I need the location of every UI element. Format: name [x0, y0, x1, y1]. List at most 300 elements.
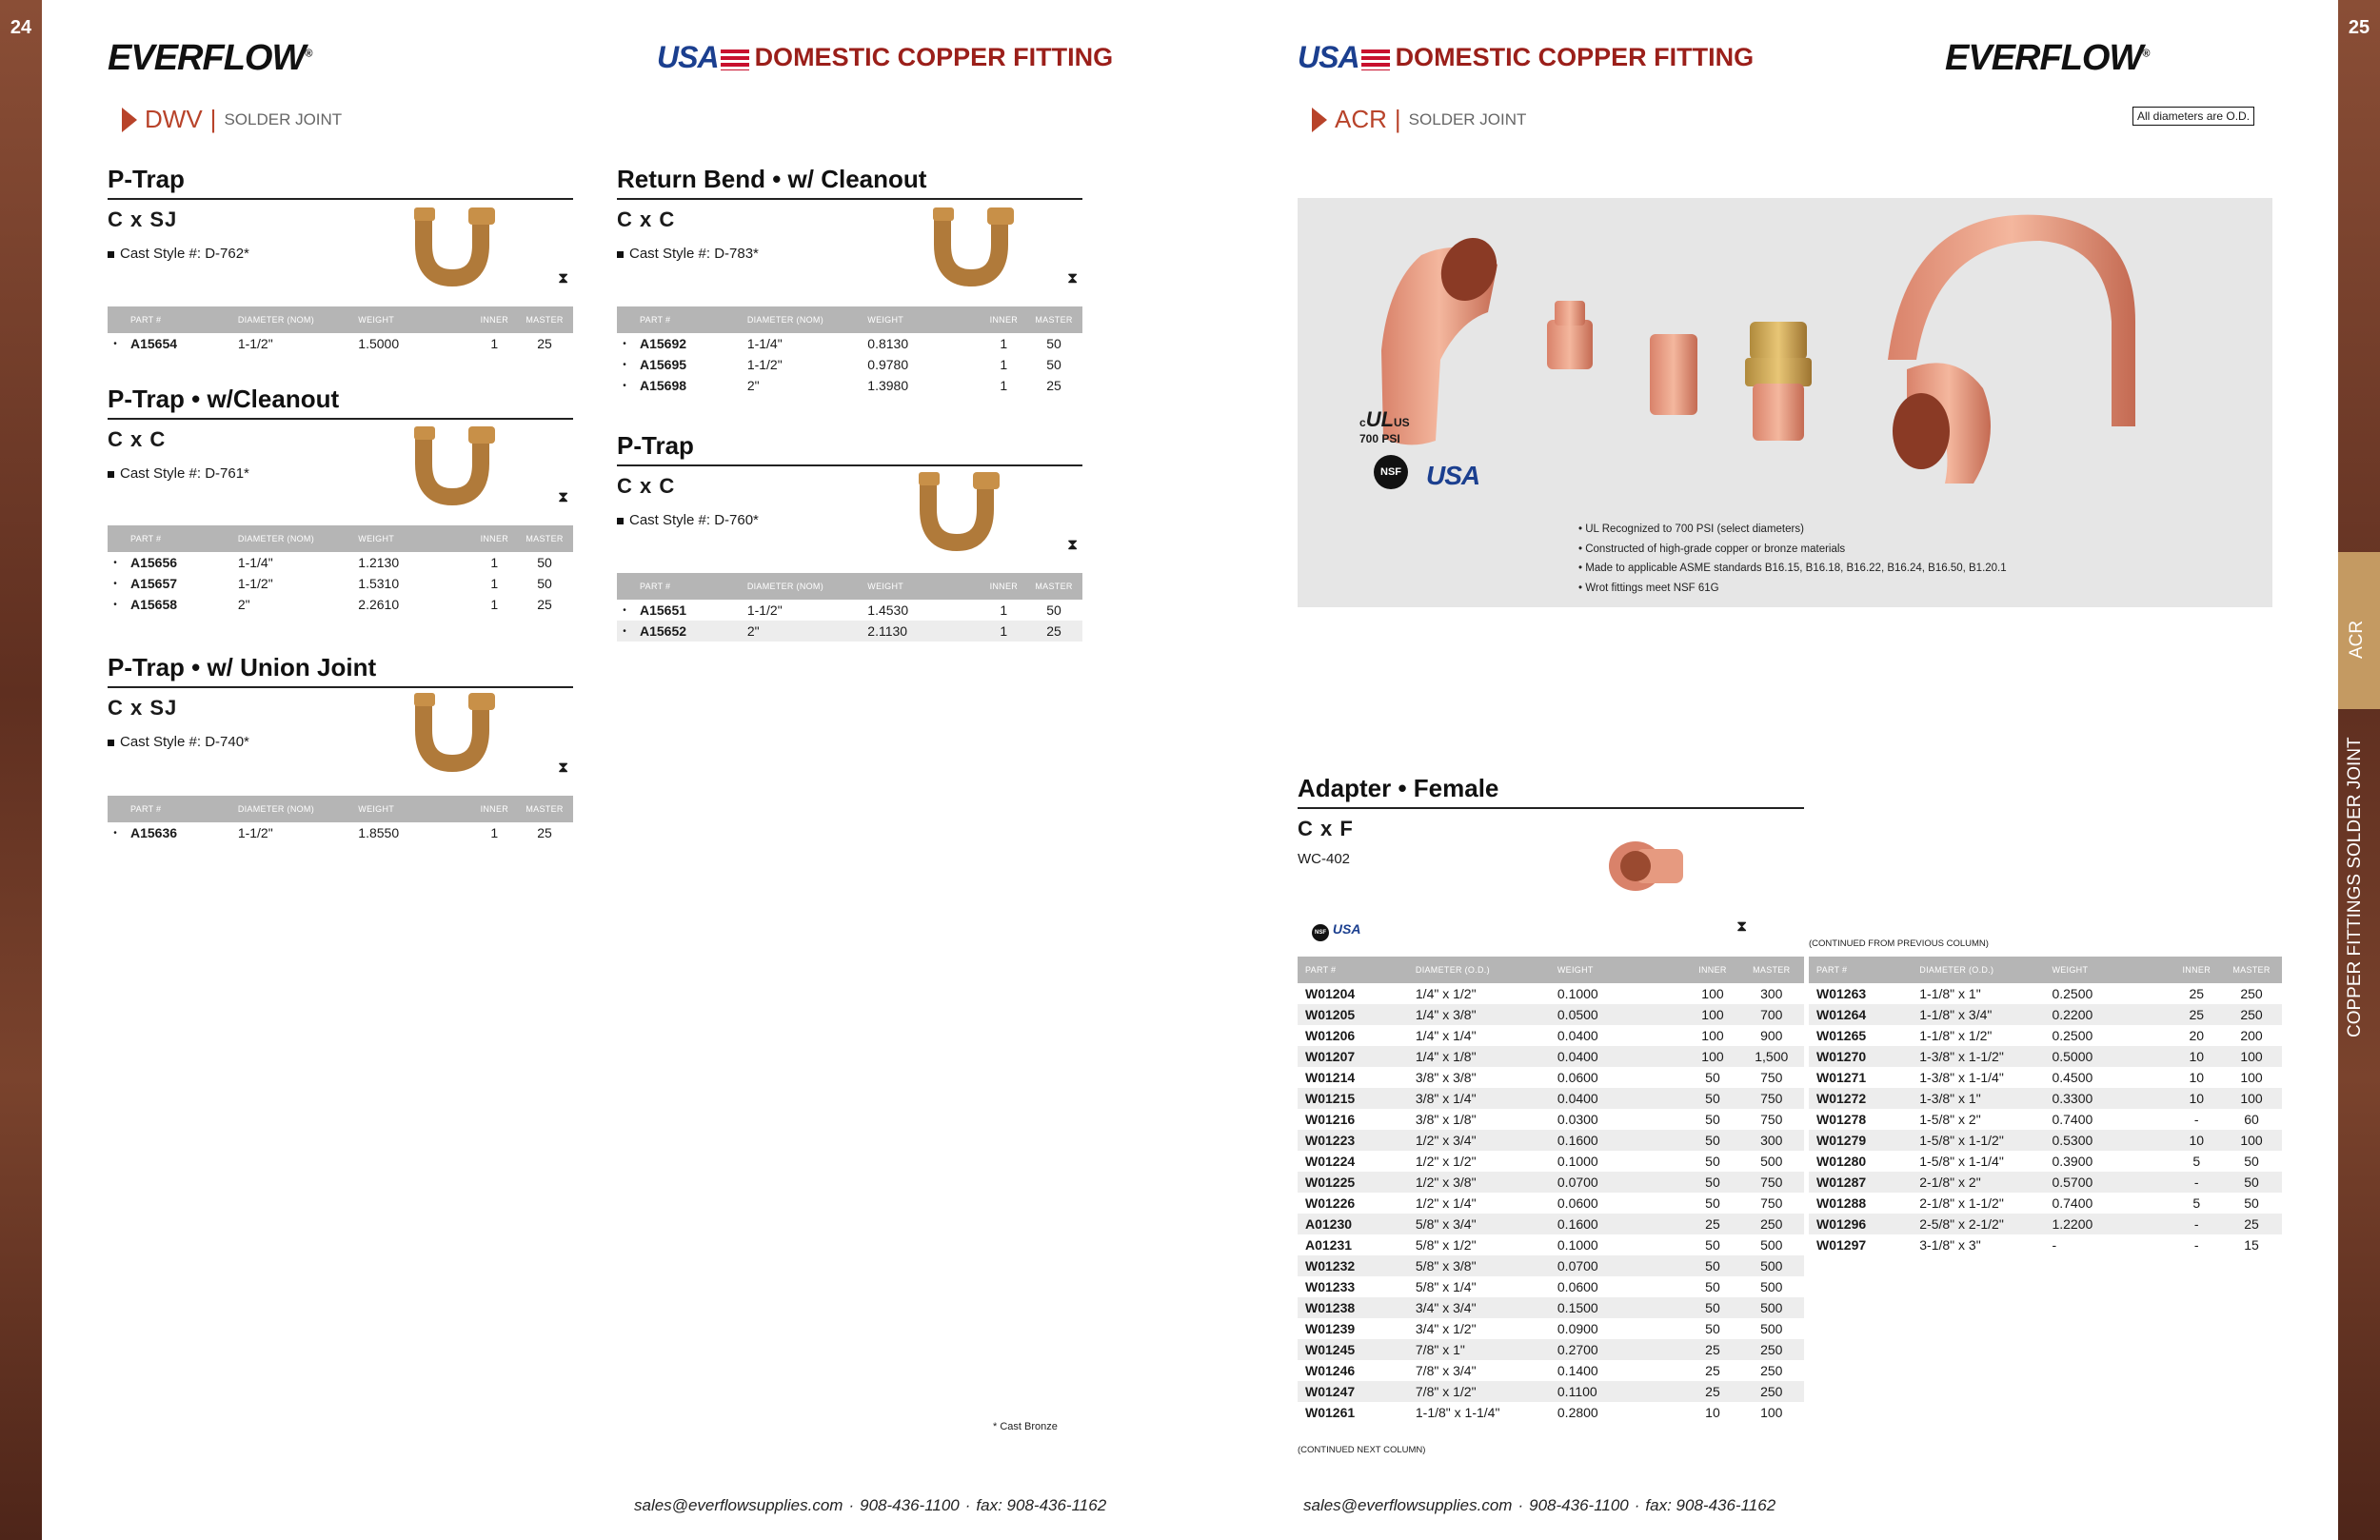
- cast-style: Cast Style #: D-762*: [108, 246, 573, 262]
- table-row: [1298, 1172, 1804, 1193]
- table-cell: 750: [1739, 1088, 1804, 1109]
- column-header: DIAMETER (NOM): [230, 796, 350, 822]
- footer-phone: 908-436-1100: [860, 1496, 960, 1514]
- column-header: WEIGHT: [350, 525, 472, 552]
- column-header: DIAMETER (NOM): [230, 306, 350, 333]
- table-cell: -: [2052, 1237, 2057, 1253]
- table-row: [1809, 1214, 2282, 1234]
- table-cell: W01205: [1298, 1004, 1408, 1025]
- table-row: [108, 594, 573, 615]
- table-cell: 0.2700: [1550, 1339, 1686, 1360]
- table-cell: 50: [1705, 1070, 1720, 1085]
- table-cell: 1.5310: [358, 576, 400, 591]
- table-header-row: [617, 573, 1082, 600]
- table-cell: W01239: [1305, 1321, 1356, 1336]
- footer-fax: fax: 908-436-1162: [976, 1496, 1107, 1514]
- table-cell: 10: [2172, 1046, 2221, 1067]
- column-header: INNER: [982, 306, 1026, 333]
- table-header-row: [1809, 957, 2282, 983]
- table-cell: 2": [237, 597, 250, 612]
- column-header: PART #: [123, 306, 230, 333]
- table-row: [1298, 1255, 1804, 1276]
- table-cell: 3-1/8" x 3": [1919, 1237, 1981, 1253]
- ptrap-photo: [409, 421, 500, 506]
- table-cell: 50: [1705, 1237, 1720, 1253]
- table-cell: 1.2200: [2044, 1214, 2172, 1234]
- packaging-icon: ⧗: [1067, 270, 1079, 286]
- domestic-header: [657, 40, 1113, 75]
- section-separator: |: [209, 105, 217, 133]
- column-header: MASTER: [516, 796, 573, 822]
- bullet-icon: •: [623, 338, 626, 349]
- column-header: MASTER: [1025, 306, 1082, 333]
- table-cell: -: [2172, 1172, 2221, 1193]
- table-cell: 0.1600: [1550, 1130, 1686, 1151]
- table-row: [1298, 1234, 1804, 1255]
- product-title: P-Trap • w/ Union Joint: [108, 653, 573, 688]
- table-cell: 50: [2244, 1154, 2259, 1169]
- footer-fax: fax: 908-436-1162: [1645, 1496, 1776, 1514]
- table-cell: 0.0600: [1557, 1279, 1598, 1294]
- column-header: PART #: [632, 573, 740, 600]
- table-row: [1298, 1402, 1804, 1423]
- table-cell: 100: [2221, 1130, 2282, 1151]
- table-row: [617, 333, 1082, 354]
- table-cell: W01238: [1298, 1297, 1408, 1318]
- column-header: DIAMETER (O.D.): [1912, 957, 2044, 983]
- table-cell: 50: [1686, 1255, 1738, 1276]
- table-cell: 1/2" x 1/2": [1415, 1154, 1477, 1169]
- table-cell: 25: [2172, 1004, 2221, 1025]
- table-cell: W01271: [1816, 1070, 1867, 1085]
- table-cell: 0.0600: [1557, 1070, 1598, 1085]
- section-heading: [122, 105, 342, 134]
- table-cell: W01279: [1809, 1130, 1912, 1151]
- table-cell: 0.2800: [1557, 1405, 1598, 1420]
- table-cell: 250: [1739, 1339, 1804, 1360]
- table-cell: 50: [1686, 1130, 1738, 1151]
- column-header: WEIGHT: [350, 796, 472, 822]
- ptrap-photo: [409, 687, 500, 773]
- adapter-female-block: [1298, 774, 1804, 867]
- product-table: [108, 306, 573, 354]
- table-header-row: [108, 306, 573, 333]
- table-cell: W01206: [1305, 1028, 1356, 1043]
- section-sub: SOLDER JOINT: [1408, 109, 1527, 128]
- table-cell: 2-1/8" x 2": [1912, 1172, 2044, 1193]
- table-row: [1809, 1088, 2282, 1109]
- bullet-icon: •: [113, 578, 117, 589]
- table-cell: 0.1000: [1557, 1237, 1598, 1253]
- bullet-icon: •: [113, 338, 117, 349]
- nsf-usa-mark: NSF USA: [1312, 921, 1360, 941]
- column-header: INNER: [473, 525, 517, 552]
- table-header-row: [617, 306, 1082, 333]
- table-cell: 0.1000: [1557, 1154, 1598, 1169]
- left-edge-strip: [0, 0, 42, 1540]
- table-cell: A15654: [130, 336, 178, 351]
- table-cell: 100: [1686, 1046, 1738, 1067]
- table-cell: 1: [1000, 336, 1008, 351]
- domestic-header-title: DOMESTIC COPPER FITTING: [754, 43, 1114, 71]
- table-cell: W01287: [1809, 1172, 1912, 1193]
- bullet-icon: •: [623, 604, 626, 616]
- column-header: PART #: [632, 306, 740, 333]
- table-cell: 1-1/8" x 1-1/4": [1415, 1405, 1500, 1420]
- column-header: WEIGHT: [350, 306, 472, 333]
- table-cell: 750: [1760, 1112, 1783, 1127]
- table-cell: 100: [1686, 1004, 1738, 1025]
- feature-bullet: • Wrot fittings meet NSF 61G: [1578, 582, 1719, 594]
- table-cell: 1.4530: [867, 602, 909, 618]
- domestic-header: [1298, 40, 1754, 75]
- table-cell: 1-3/8" x 1": [1912, 1088, 2044, 1109]
- table-cell: 1/4" x 1/8": [1408, 1046, 1550, 1067]
- table-cell: 1-5/8" x 1-1/4": [1919, 1154, 2004, 1169]
- table-cell: 1.3980: [867, 378, 909, 393]
- table-row: [1298, 1130, 1804, 1151]
- table-cell: 1/4" x 1/4": [1415, 1028, 1477, 1043]
- table-cell: 2": [746, 378, 760, 393]
- table-cell: 25: [1705, 1363, 1720, 1378]
- section-name: ACR: [1335, 105, 1387, 133]
- table-cell: W01245: [1298, 1339, 1408, 1360]
- table-cell: 2-5/8" x 2-1/2": [1912, 1214, 2044, 1234]
- table-row: [1298, 1193, 1804, 1214]
- table-cell: W01265: [1816, 1028, 1867, 1043]
- table-cell: 0.0300: [1557, 1112, 1598, 1127]
- table-cell: 50: [537, 576, 552, 591]
- table-row: [1809, 1046, 2282, 1067]
- column-header: DIAMETER (NOM): [230, 525, 350, 552]
- bullet-square-icon: [617, 251, 624, 258]
- table-cell: 0.5300: [2044, 1130, 2172, 1151]
- table-cell: 100: [1760, 1405, 1783, 1420]
- connection-type: C x SJ: [108, 696, 178, 720]
- table-row: [1809, 1004, 2282, 1025]
- table-cell: W01225: [1298, 1172, 1408, 1193]
- section-sub: SOLDER JOINT: [224, 109, 343, 128]
- product-block: [108, 385, 573, 482]
- table-cell: A01230: [1298, 1214, 1408, 1234]
- triangle-icon: [1312, 108, 1327, 132]
- table-cell: 0.2500: [2052, 986, 2093, 1001]
- continued-from-note: (CONTINUED FROM PREVIOUS COLUMN): [1809, 938, 1989, 949]
- ptrap-photo: [914, 466, 1004, 552]
- table-cell: 10: [2172, 1130, 2221, 1151]
- bullet-icon: •: [113, 599, 117, 610]
- table-cell: 50: [2221, 1172, 2282, 1193]
- table-cell: 25: [2221, 1214, 2282, 1234]
- table-cell: 1-1/8" x 1/2": [1919, 1028, 1993, 1043]
- table-cell: 1.5000: [358, 336, 400, 351]
- table-row: [108, 333, 573, 354]
- od-note: All diameters are O.D.: [2132, 107, 2254, 126]
- table-cell: 1-1/2": [237, 576, 273, 591]
- table-cell: 50: [1705, 1154, 1720, 1169]
- table-row: [1809, 1234, 2282, 1255]
- bullet-icon: •: [113, 827, 117, 839]
- table-cell: 1: [490, 555, 499, 570]
- table-row: [617, 600, 1082, 621]
- table-row: [1298, 1297, 1804, 1318]
- model-number: WC-402: [1298, 851, 1351, 867]
- table-cell: 2": [740, 621, 860, 642]
- usa-logo-icon: USA: [1426, 461, 1480, 490]
- table-cell: 0.1500: [1550, 1297, 1686, 1318]
- table-cell: A15651: [640, 602, 687, 618]
- table-cell: W01272: [1809, 1088, 1912, 1109]
- connection-type: C x C: [108, 427, 167, 451]
- column-header: WEIGHT: [860, 306, 982, 333]
- table-row: [1298, 1381, 1804, 1402]
- table-cell: W01247: [1298, 1381, 1408, 1402]
- column-header: PART #: [1298, 957, 1408, 983]
- table-cell: 25: [1025, 621, 1082, 642]
- table-cell: A15695: [640, 357, 687, 372]
- table-cell: 250: [1739, 1214, 1804, 1234]
- table-cell: 1: [982, 621, 1026, 642]
- product-title: P-Trap: [617, 431, 1082, 466]
- table-cell: 750: [1760, 1195, 1783, 1211]
- table-cell: 3/8" x 3/8": [1415, 1070, 1477, 1085]
- table-cell: 750: [1739, 1172, 1804, 1193]
- table-row: [1809, 983, 2282, 1004]
- table-cell: 500: [1760, 1237, 1783, 1253]
- footer-contact: sales@everflowsupplies.com · 908-436-1100 · fax: 908-436-1162: [1303, 1496, 1776, 1514]
- table-cell: W01263: [1816, 986, 1867, 1001]
- product-block: [108, 165, 573, 262]
- table-header-row: [108, 525, 573, 552]
- table-cell: 1-1/4": [237, 555, 273, 570]
- table-cell: 1/4" x 1/2": [1415, 986, 1477, 1001]
- table-row: [108, 552, 573, 573]
- right-page: [1190, 0, 2380, 1540]
- column-header: INNER: [982, 573, 1026, 600]
- connection-type: C x C: [617, 207, 676, 231]
- table-cell: 60: [2244, 1112, 2259, 1127]
- table-cell: 50: [1705, 1321, 1720, 1336]
- table-cell: 700: [1739, 1004, 1804, 1025]
- table-cell: 1-1/4": [746, 336, 783, 351]
- column-header: MASTER: [2221, 957, 2282, 983]
- column-header: DIAMETER (O.D.): [1408, 957, 1550, 983]
- table-cell: 100: [2221, 1046, 2282, 1067]
- table-cell: 25: [1686, 1339, 1738, 1360]
- table-cell: 1-1/2": [746, 357, 783, 372]
- table-cell: W01270: [1809, 1046, 1912, 1067]
- packaging-icon: ⧗: [1067, 537, 1079, 553]
- table-cell: 100: [2240, 1070, 2263, 1085]
- adapter-photo: [1602, 828, 1697, 904]
- table-cell: 1/4" x 3/8": [1408, 1004, 1550, 1025]
- cast-style: Cast Style #: D-783*: [617, 246, 1082, 262]
- footer-email[interactable]: sales@everflowsupplies.com: [634, 1496, 843, 1514]
- table-cell: 0.3300: [2044, 1088, 2172, 1109]
- table-cell: 0.0400: [1557, 1028, 1598, 1043]
- product-table: [108, 525, 573, 615]
- table-cell: 1: [1000, 378, 1008, 393]
- table-cell: 0.1400: [1557, 1363, 1598, 1378]
- table-row: [1298, 1318, 1804, 1339]
- everflow-logo: EVERFLOW®: [108, 38, 312, 78]
- table-cell: 1-5/8" x 2": [1919, 1112, 1981, 1127]
- table-cell: 3/4" x 3/4": [1408, 1297, 1550, 1318]
- table-cell: -: [2172, 1214, 2221, 1234]
- table-cell: 7/8" x 1/2": [1408, 1381, 1550, 1402]
- table-row: [1298, 1360, 1804, 1381]
- cast-bronze-note: * Cast Bronze: [993, 1421, 1058, 1432]
- table-cell: A15692: [640, 336, 687, 351]
- bullet-square-icon: [108, 251, 114, 258]
- table-cell: 2.2610: [358, 597, 400, 612]
- table-cell: -: [2193, 1237, 2199, 1253]
- table-cell: 0.0500: [1550, 1004, 1686, 1025]
- page-number: 24: [10, 17, 32, 38]
- table-cell: W01224: [1305, 1154, 1356, 1169]
- domestic-header-title: DOMESTIC COPPER FITTING: [1395, 43, 1755, 71]
- table-cell: A15698: [640, 378, 687, 393]
- table-header-row: [1298, 957, 1804, 983]
- table-cell: W01207: [1298, 1046, 1408, 1067]
- packaging-icon: ⧗: [558, 760, 569, 776]
- table-cell: 7/8" x 3/4": [1415, 1363, 1477, 1378]
- table-cell: 1-1/2": [237, 825, 273, 840]
- table-cell: 250: [1760, 1363, 1783, 1378]
- table-cell: 5/8" x 1/2": [1415, 1237, 1477, 1253]
- table-cell: 500: [1760, 1321, 1783, 1336]
- adapter-table-a: [1298, 957, 1804, 1423]
- table-cell: W01288: [1816, 1195, 1867, 1211]
- table-cell: W01261: [1305, 1405, 1356, 1420]
- table-cell: W01216: [1305, 1112, 1356, 1127]
- column-header: PART #: [123, 796, 230, 822]
- footer-email[interactable]: sales@everflowsupplies.com: [1303, 1496, 1513, 1514]
- table-cell: 50: [537, 555, 552, 570]
- table-row: [1298, 1276, 1804, 1297]
- table-cell: 50: [1046, 602, 1061, 618]
- table-cell: W01214: [1305, 1070, 1356, 1085]
- product-title: P-Trap: [108, 165, 573, 200]
- table-cell: 0.5000: [2044, 1046, 2172, 1067]
- table-row: [1298, 1067, 1804, 1088]
- table-cell: W01233: [1305, 1279, 1356, 1294]
- product-banner: [1298, 198, 2272, 607]
- column-header: DIAMETER (NOM): [740, 306, 860, 333]
- feature-bullet: • UL Recognized to 700 PSI (select diameters): [1578, 523, 1804, 535]
- table-cell: 50: [1686, 1088, 1738, 1109]
- product-table: [617, 573, 1082, 642]
- table-cell: 3/4" x 1/2": [1415, 1321, 1477, 1336]
- table-cell: 0.0600: [1557, 1195, 1598, 1211]
- table-cell: 0.0700: [1550, 1172, 1686, 1193]
- table-cell: 1: [490, 825, 499, 840]
- table-cell: 1: [1000, 357, 1008, 372]
- product-title: Return Bend • w/ Cleanout: [617, 165, 1082, 200]
- table-cell: 25: [537, 336, 552, 351]
- cast-style: Cast Style #: D-740*: [108, 734, 573, 750]
- column-header: WEIGHT: [860, 573, 982, 600]
- table-cell: 5/8" x 3/4": [1408, 1214, 1550, 1234]
- column-header: WEIGHT: [1550, 957, 1686, 983]
- table-row: [1298, 1214, 1804, 1234]
- feature-bullet: • Made to applicable ASME standards B16.15, B16.18, B16.22, B16.24, B16.50, B1.20.1: [1578, 563, 2007, 574]
- table-cell: 10: [2189, 1070, 2205, 1085]
- table-cell: 100: [1701, 1028, 1724, 1043]
- table-cell: 1,500: [1739, 1046, 1804, 1067]
- bullet-square-icon: [108, 740, 114, 746]
- table-cell: 0.7400: [2052, 1112, 2093, 1127]
- table-row: [1298, 1025, 1804, 1046]
- table-cell: 1: [490, 336, 499, 351]
- table-row: [617, 375, 1082, 396]
- bullet-square-icon: [617, 518, 624, 524]
- table-row: [617, 354, 1082, 375]
- product-block: [108, 653, 573, 750]
- column-header: MASTER: [516, 525, 573, 552]
- table-cell: 0.0700: [1550, 1255, 1686, 1276]
- table-cell: 0.2500: [2052, 1028, 2093, 1043]
- section-heading: [1312, 105, 1526, 134]
- table-cell: 0.2200: [2044, 1004, 2172, 1025]
- feature-bullets: [1578, 520, 2007, 598]
- table-cell: 5: [2192, 1195, 2201, 1211]
- product-table: [108, 796, 573, 843]
- table-cell: W01296: [1809, 1214, 1912, 1234]
- table-cell: 1/2" x 1/4": [1415, 1195, 1477, 1211]
- table-cell: W01226: [1305, 1195, 1356, 1211]
- product-block: [617, 431, 1082, 528]
- table-cell: 5/8" x 1/4": [1415, 1279, 1477, 1294]
- column-header: WEIGHT: [2044, 957, 2172, 983]
- ul-mark: cULUS 700 PSI: [1359, 407, 1410, 445]
- table-cell: 0.0400: [1550, 1088, 1686, 1109]
- table-cell: A15657: [130, 576, 178, 591]
- table-cell: 25: [2189, 986, 2205, 1001]
- table-cell: 5/8" x 3/8": [1408, 1255, 1550, 1276]
- table-cell: 50: [1686, 1172, 1738, 1193]
- table-cell: 50: [2244, 1195, 2259, 1211]
- table-cell: 250: [1739, 1381, 1804, 1402]
- table-cell: 0.0400: [1550, 1046, 1686, 1067]
- table-cell: 25: [1046, 378, 1061, 393]
- table-cell: 0.7400: [2052, 1195, 2093, 1211]
- section-separator: |: [1394, 105, 1401, 133]
- table-cell: W01264: [1809, 1004, 1912, 1025]
- table-cell: 1.8550: [358, 825, 400, 840]
- table-cell: 1-3/8" x 1-1/4": [1919, 1070, 2004, 1085]
- table-cell: 1: [490, 597, 499, 612]
- product-table: [617, 306, 1082, 396]
- table-row: [617, 621, 1082, 642]
- table-cell: W01297: [1816, 1237, 1867, 1253]
- table-cell: 1-5/8" x 1-1/2": [1912, 1130, 2044, 1151]
- footer-contact: sales@everflowsupplies.com · 908-436-1100 · fax: 908-436-1162: [634, 1496, 1107, 1514]
- bullet-icon: •: [623, 380, 626, 391]
- product-title: Adapter • Female: [1298, 774, 1804, 809]
- table-row: [1809, 1109, 2282, 1130]
- page-number: 25: [2348, 17, 2370, 38]
- table-cell: 500: [1739, 1255, 1804, 1276]
- table-cell: 50: [1046, 357, 1061, 372]
- table-cell: 1.2130: [358, 555, 400, 570]
- table-cell: 1: [1000, 602, 1008, 618]
- bullet-icon: •: [623, 359, 626, 370]
- table-cell: A15658: [130, 597, 178, 612]
- table-cell: 300: [1760, 986, 1783, 1001]
- table-cell: 1-3/8" x 1-1/2": [1912, 1046, 2044, 1067]
- table-cell: 100: [2221, 1088, 2282, 1109]
